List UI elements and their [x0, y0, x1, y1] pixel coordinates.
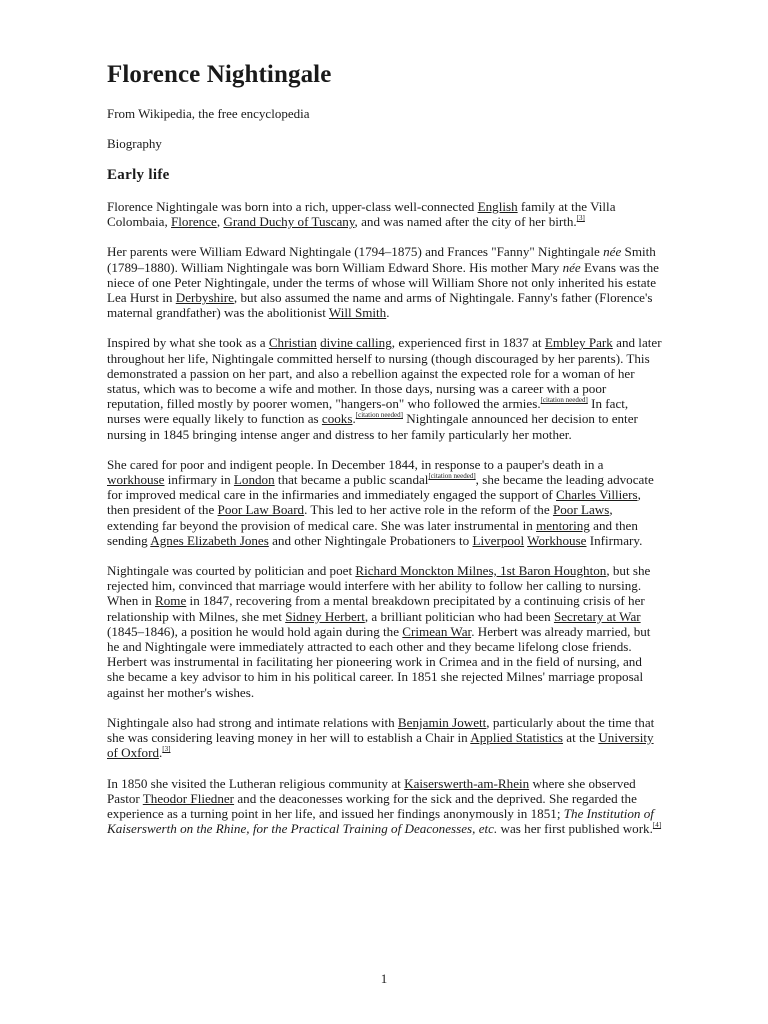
text-run: Nightingale also had strong and intimate relations with	[107, 714, 398, 730]
text-run: and the deaconesses working for the sick and the deprived. She regarded the experience as a turning point in her life, and issued her findings anonymously in 1851;	[107, 790, 637, 821]
citation-ref	[541, 396, 588, 404]
text-run: , a brilliant politician who had been	[364, 608, 554, 624]
wiki-link[interactable]: divine calling	[320, 335, 392, 351]
text-run: Smith (1789–1880). William Nightingale was born William Edward Shore. His mother Mary	[107, 244, 656, 275]
text-run: where she observed Pastor	[107, 775, 636, 806]
wiki-link[interactable]: Poor Law Board	[217, 502, 305, 518]
text-run: and then sending	[107, 517, 638, 548]
text-run: Evans was the niece of one Peter Nightingale, under the terms of whose will William Shore not only inherited his estate Lea Hurst in	[107, 259, 659, 306]
wiki-link[interactable]: Secretary at War	[553, 608, 641, 624]
wiki-link[interactable]: Richard Monckton Milnes, 1st Baron Houghton	[355, 563, 607, 579]
wiki-link[interactable]: Workhouse	[527, 532, 587, 548]
wiki-link[interactable]: workhouse	[107, 472, 165, 488]
text-run: ,	[216, 214, 224, 230]
page-number: 1	[380, 971, 388, 986]
wiki-link[interactable]: English	[477, 199, 518, 214]
wiki-link[interactable]: mentoring	[536, 517, 590, 533]
text-run: , but she rejected him, convinced that marriage would interfere with her ability to follow her calling to nursing. When in	[107, 563, 651, 609]
wiki-link[interactable]: Applied Statistics	[470, 730, 564, 746]
wiki-link[interactable]: Grand Duchy of Tuscany	[223, 214, 355, 230]
article-body	[107, 199, 662, 836]
italic-text: née	[603, 244, 622, 260]
wiki-link[interactable]: Rome	[155, 593, 187, 609]
wiki-link[interactable]: Kaiserswerth-am-Rhein	[404, 775, 530, 791]
text-run: In fact, nurses were equally likely to function as	[107, 396, 629, 427]
paragraph	[107, 457, 662, 548]
section-label: Biography	[107, 136, 162, 151]
article-title: Florence Nightingale	[107, 61, 332, 88]
text-run: that became a public scandal	[274, 472, 429, 488]
citation-link[interactable]: [4]	[652, 821, 662, 830]
citation-ref	[162, 745, 170, 753]
wiki-link[interactable]: Liverpool	[472, 532, 525, 548]
wiki-link[interactable]: Benjamin Jowett	[397, 714, 487, 730]
text-run: Nightingale announced her decision to enter nursing in 1845 bringing intense anger and distress to her family particularly her mother.	[107, 411, 638, 442]
citation-ref	[653, 821, 661, 829]
paragraph	[107, 244, 662, 320]
text-run: in 1847, recovering from a mental breakdown precipitated by a continuing crisis of her relationship with Milnes, she met	[107, 593, 645, 624]
text-run: and other Nightingale Probationers to	[268, 532, 473, 548]
text-run: .	[386, 305, 390, 321]
text-run: and later throughout her life, Nightingale committed herself to nursing (though discouraged by her parents). This demonstrated a passion on her part, and also a rebellion against the expected role for a woman of her status, which was to become a wife and mother. In those days, nursing was a career with a poor reputation, filled mostly by poorer women, "hangers-on" who followed the armies.	[107, 335, 662, 412]
wiki-link[interactable]: Sidney Herbert	[285, 608, 365, 624]
paragraph	[107, 563, 662, 700]
wiki-link[interactable]: Agnes Elizabeth Jones	[150, 532, 269, 548]
text-run: (1845–1846), a position he would hold again during the	[107, 623, 403, 639]
italic-text: The Institution of Kaiserswerth on the Rhine, for the Practical Training of Deaconesses, etc.	[107, 805, 654, 837]
wiki-link[interactable]: Poor Laws	[552, 502, 610, 518]
citation-ref	[428, 472, 475, 480]
text-run: Nightingale was courted by politician and poet	[107, 563, 356, 579]
section-heading: Early life	[107, 167, 170, 183]
citation-link[interactable]: [3]	[576, 214, 585, 223]
article-tagline: From Wikipedia, the free encyclopedia	[107, 106, 310, 121]
citation-link[interactable]: [3]	[162, 745, 171, 754]
text-run: Inspired by what she took as a	[107, 335, 269, 351]
text-run: Infirmary.	[586, 532, 643, 548]
wiki-link[interactable]: University of Oxford	[107, 730, 654, 761]
citation-ref	[577, 214, 585, 222]
wiki-link[interactable]: cooks	[321, 411, 353, 427]
wiki-link[interactable]: Christian	[268, 335, 317, 351]
text-run: , and was named after the city of her birth.	[354, 214, 577, 230]
wiki-link[interactable]: Florence	[171, 214, 217, 230]
citation-link[interactable]: [citation needed]	[428, 472, 476, 481]
text-run: , experienced first in 1837 at	[391, 335, 545, 351]
paragraph	[107, 199, 662, 229]
text-run: .	[159, 745, 163, 761]
italic-text: née	[562, 259, 581, 275]
text-run: Florence Nightingale was born into a rich, upper-class well-connected	[107, 199, 478, 214]
text-run: .	[352, 411, 356, 427]
wiki-link[interactable]: Charles Villiers	[556, 487, 638, 503]
text-run: . This led to her active role in the reform of the	[304, 502, 553, 518]
wiki-link[interactable]: Theodor Fliedner	[142, 790, 235, 806]
text-run: infirmary in	[164, 472, 234, 488]
citation-ref	[356, 411, 403, 419]
text-run: In 1850 she visited the Lutheran religious community at	[107, 775, 405, 791]
document-page	[107, 58, 662, 851]
wiki-link[interactable]: Crimean War	[402, 623, 472, 639]
text-run: , she became the leading advocate for improved medical care in the infirmaries and immediately engaged the support of	[107, 472, 654, 503]
citation-link[interactable]: [citation needed]	[540, 396, 588, 405]
paragraph	[107, 776, 662, 837]
text-run: . Herbert was already married, but he and Nightingale were immediately attracted to each other and they became lifelong close friends. Herbert was instrumental in facilitating her pioneering work in Crimea and in the field of nursing, and she became a key advisor to him in his political career. In 1851 she rejected Milnes' marriage proposal against her mother's wishes.	[107, 623, 651, 700]
wiki-link[interactable]: Derbyshire	[175, 290, 234, 306]
wiki-link[interactable]: London	[233, 472, 275, 488]
text-run: at the	[563, 730, 599, 746]
text-run: , extending far beyond the provision of medical care. She was later instrumental in	[107, 502, 613, 533]
text-run: was her first published work.	[497, 821, 653, 837]
paragraph	[107, 335, 662, 441]
text-run: family at the Villa Colombaia,	[107, 199, 616, 230]
text-run: , particularly about the time that she was considering leaving money in her will to establish a Chair in	[107, 714, 655, 746]
wiki-link[interactable]: Embley Park	[544, 335, 613, 351]
text-run: Her parents were William Edward Nightingale (1794–1875) and Frances "Fanny" Nightingale	[107, 244, 604, 260]
text-run: She cared for poor and indigent people. In December 1844, in response to a pauper's death in a	[107, 456, 604, 472]
text-run: , then president of the	[107, 487, 641, 518]
citation-link[interactable]: [citation needed]	[355, 411, 403, 420]
paragraph	[107, 715, 662, 761]
wiki-link[interactable]: Will Smith	[328, 305, 387, 321]
text-run: , but also assumed the name and arms of Nightingale. Fanny's father (Florence's maternal grandfather) was the abolitionist	[107, 290, 653, 321]
